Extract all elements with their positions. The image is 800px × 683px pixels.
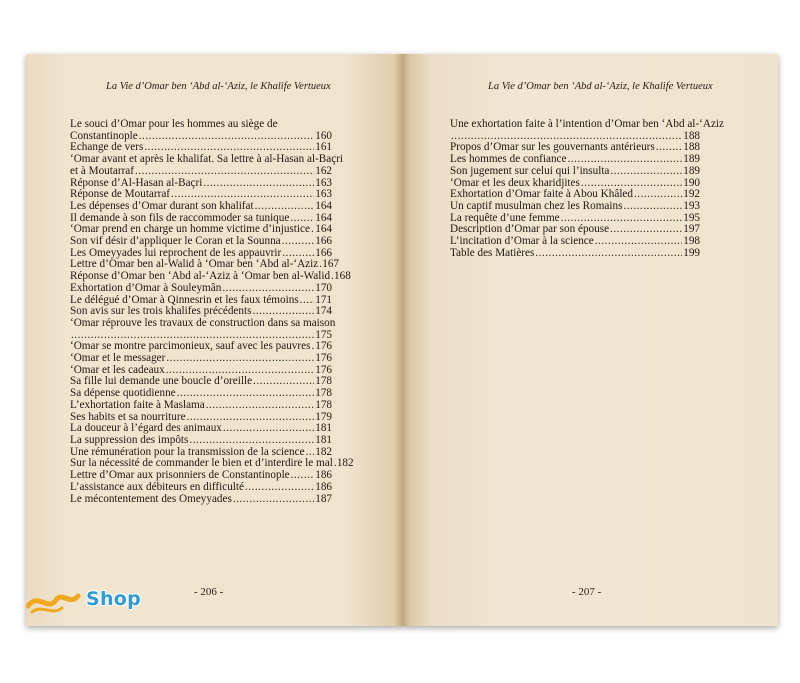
toc-entry: [70, 201, 332, 213]
toc-entry-row: [450, 236, 700, 248]
book-gutter: [394, 54, 410, 626]
toc-dot-leader: [634, 189, 682, 201]
toc-entry-page: 189: [683, 153, 700, 166]
toc-entry: [70, 494, 332, 506]
toc-entry-page: 199: [683, 246, 700, 259]
toc-entry-title: Exhortation d’Omar faite à Abou Khâled: [450, 188, 633, 201]
toc-dot-leader: [535, 248, 682, 260]
toc-entry-row: [70, 166, 332, 178]
toc-entry: [70, 153, 344, 177]
toc-entry-page: 181: [315, 422, 332, 435]
toc-entry-title: L’exhortation faite à Maslama: [70, 398, 205, 411]
toc-dot-leader: [291, 470, 315, 482]
toc-entry-page: 189: [683, 164, 700, 177]
toc-entry-title: Le délégué d’Omar à Qinnesrin et les faux témoins: [70, 293, 299, 306]
toc-entry-page: 163: [315, 188, 332, 201]
toc-dot-leader: [189, 435, 314, 447]
toc-entry-page: 178: [315, 387, 332, 400]
right-page: [402, 54, 778, 626]
toc-entry-page: 198: [683, 235, 700, 248]
toc-entry-title: Il demande à son fils de raccommoder sa tunique: [70, 211, 290, 224]
toc-entry-title: Table des Matières: [450, 246, 535, 259]
toc-entry-title: La suppression des impôts: [70, 433, 189, 446]
toc-entry-page: 176: [315, 340, 332, 353]
toc-entry-row: [70, 400, 332, 412]
toc-entry: [450, 236, 700, 248]
toc-entry-row: [450, 201, 700, 213]
left-running-header: La Vie d’Omar ben ‘Abd al-‘Aziz, le Khalife Vertueux: [106, 81, 331, 92]
toc-entry-title: Exhortation d’Omar à Souleymân: [70, 281, 222, 294]
toc-entry-page: 170: [315, 281, 332, 294]
toc-entry: [70, 400, 332, 412]
toc-entry-title: Les dépenses d’Omar durant son khalifat: [70, 199, 254, 212]
toc-entry: [450, 118, 724, 142]
toc-entry-title: Réponse de Moutarraf: [70, 188, 171, 201]
left-toc-list: [70, 118, 354, 505]
toc-entry-page: 168: [334, 270, 351, 283]
toc-entry: [450, 166, 700, 178]
toc-entry-title: Son jugement sur celui qui l’insulta: [450, 164, 610, 177]
toc-entry-page: 176: [315, 363, 332, 376]
toc-entry-title: Lettre d’Omar ben al-Walid à ‘Omar ben ‘Abd al-‘Aziz: [70, 258, 319, 271]
toc-entry-title: Sur la nécessité de commander le bien et d’interdire le mal: [70, 457, 333, 470]
toc-entry-page: 181: [315, 433, 332, 446]
toc-entry-row: [450, 166, 700, 178]
toc-entry-page: 188: [683, 141, 700, 154]
toc-entry: [70, 236, 332, 248]
toc-entry-row: [70, 494, 332, 506]
toc-dot-leader: [623, 201, 682, 213]
toc-entry-page: 171: [315, 293, 332, 306]
toc-entry-title: ‘Omar et les deux kharidjites: [450, 176, 580, 189]
toc-entry: [70, 316, 336, 341]
toc-entry: [70, 283, 332, 295]
toc-entry-title: Les Omeyyades lui reprochent de les appauvrir: [70, 246, 282, 259]
toc-dot-leader: [334, 458, 336, 470]
toc-entry-title: Ses habits et sa nourriture: [70, 410, 186, 423]
toc-entry-title: ‘Omar se montre parcimonieux, sauf avec les pauvres: [70, 340, 311, 353]
toc-entry-page: 190: [683, 176, 700, 189]
toc-entry-title-line: ‘Omar avant et après le khalifat. Sa lettre à al-Hasan al-Baçri: [70, 153, 344, 166]
toc-entry-page: 193: [683, 199, 700, 212]
toc-entry-page: 162: [315, 164, 332, 177]
toc-entry-page: 186: [315, 480, 332, 493]
toc-entry-page: 179: [315, 410, 332, 423]
toc-entry-title: ‘Omar prend en charge un homme victime d’injustice: [70, 223, 310, 236]
toc-entry-page: 192: [683, 188, 700, 201]
left-page: [26, 54, 402, 626]
toc-entry-page: 188: [683, 129, 700, 142]
toc-entry-title: Son vif désir d’appliquer le Coran et la Sounna: [70, 235, 281, 248]
toc-entry-title: Lettre d’Omar aux prisonniers de Constantinople: [70, 469, 290, 482]
toc-entry-title: Sa fille lui demande une boucle d’oreille: [70, 375, 253, 388]
toc-entry-title: Constantinople: [70, 129, 138, 142]
shop-logo-text: Shop: [86, 588, 142, 610]
left-page-number: - 206 -: [194, 586, 224, 598]
toc-entry-title: Une rémunération pour la transmission de la science: [70, 445, 305, 458]
toc-entry-title-line: Le souci d’Omar pour les hommes au siège de: [70, 118, 278, 130]
toc-entry-page: 187: [315, 492, 332, 505]
toc-entry-title-line: ‘Omar réprouve les travaux de construction dans sa maison: [70, 316, 336, 329]
toc-entry-title: La requête d’une femme: [450, 211, 560, 224]
toc-entry-title: ‘Omar et le messager: [70, 352, 166, 365]
toc-dot-leader: [206, 400, 315, 412]
toc-entry-title: La douceur à l’égard des animaux: [70, 422, 222, 435]
toc-dot-leader: [610, 224, 682, 236]
toc-entry-row: [70, 283, 332, 295]
toc-entry-page: 166: [315, 246, 332, 259]
shop-logo: [26, 582, 166, 622]
toc-dot-leader: [135, 166, 314, 178]
toc-entry-title: Les hommes de confiance: [450, 153, 567, 166]
toc-dot-leader: [282, 236, 315, 248]
toc-entry-page: 176: [315, 352, 332, 365]
toc-entry-title: Echange de vers: [70, 141, 144, 154]
toc-entry: [70, 353, 332, 365]
right-page-number: - 207 -: [572, 586, 602, 598]
toc-entry: [70, 119, 332, 142]
toc-dot-leader: [656, 142, 682, 154]
toc-entry-page: 175: [315, 328, 332, 341]
toc-entry-page: 195: [683, 211, 700, 224]
toc-dot-leader: [311, 224, 314, 236]
toc-entry-title: Réponse d’Omar ben ‘Abd al-‘Aziz à ‘Omar ben al-Walid: [70, 270, 331, 283]
toc-entry-title: Propos d’Omar sur les gouvernants antérieurs: [450, 141, 655, 154]
toc-entry-page: 167: [322, 258, 339, 271]
toc-entry-page: 182: [336, 457, 354, 470]
toc-dot-leader: [203, 178, 314, 190]
toc-entry-row: [70, 482, 332, 494]
toc-dot-leader: [595, 236, 682, 248]
toc-entry-page: 164: [315, 199, 332, 212]
toc-entry: [450, 248, 700, 260]
toc-dot-leader: [610, 166, 682, 178]
right-running-header: La Vie d’Omar ben ‘Abd al-‘Aziz, le Khalife Vertueux: [488, 81, 713, 92]
toc-entry-title: Son avis sur les trois khalifes précédents: [70, 305, 252, 318]
toc-entry: [70, 435, 332, 447]
toc-entry-row: [70, 435, 332, 447]
toc-dot-leader: [233, 494, 314, 506]
toc-entry-page: 161: [315, 141, 332, 154]
toc-entry: [450, 201, 700, 213]
toc-dot-leader: [223, 423, 314, 435]
toc-entry-title: et à Moutarraf: [70, 164, 134, 177]
book-spread: [26, 54, 778, 626]
toc-entry-title: Sa dépense quotidienne: [70, 387, 176, 400]
toc-dot-leader: [253, 376, 314, 388]
toc-entry-row: [70, 201, 332, 213]
toc-entry-page: 160: [315, 129, 332, 142]
toc-entry-row: [70, 353, 332, 365]
toc-entry-page: 182: [315, 445, 332, 458]
toc-entry-title: Réponse d’Al-Hasan al-Baçri: [70, 176, 203, 189]
toc-entry-title: L’incitation d’Omar à la science: [450, 235, 594, 248]
toc-entry-title: Description d’Omar par son épouse: [450, 223, 610, 236]
toc-entry-title-line: Une exhortation faite à l’intention d’Omar ben ‘Abd al-‘Aziz: [450, 118, 724, 130]
toc-entry-page: 164: [315, 211, 332, 224]
toc-entry-title: Le mécontentement des Omeyyades: [70, 492, 232, 505]
toc-entry-page: 163: [315, 176, 332, 189]
toc-entry: [70, 482, 332, 494]
toc-dot-leader: [222, 283, 314, 295]
right-toc-list: [450, 118, 724, 259]
toc-entry-page: 178: [315, 398, 332, 411]
toc-entry-row: [450, 248, 700, 260]
toc-entry-page: 197: [683, 223, 700, 236]
toc-entry-page: 174: [315, 305, 332, 318]
toc-dot-leader: [139, 131, 314, 143]
toc-entry-title: Un captif musulman chez les Romains: [450, 199, 623, 212]
toc-dot-leader: [166, 353, 314, 365]
toc-entry-page: 186: [315, 469, 332, 482]
toc-entry-title: L’assistance aux débiteurs en difficulté: [70, 480, 244, 493]
toc-entry-row: [70, 236, 332, 248]
toc-dot-leader: [311, 341, 314, 353]
toc-dot-leader: [300, 295, 315, 307]
toc-entry-page: 166: [315, 235, 332, 248]
toc-dot-leader: [245, 482, 314, 494]
toc-entry-page: 178: [315, 375, 332, 388]
toc-entry-page: 164: [315, 223, 332, 236]
toc-dot-leader: [255, 201, 315, 213]
toc-entry-title: ‘Omar et les cadeaux: [70, 363, 165, 376]
